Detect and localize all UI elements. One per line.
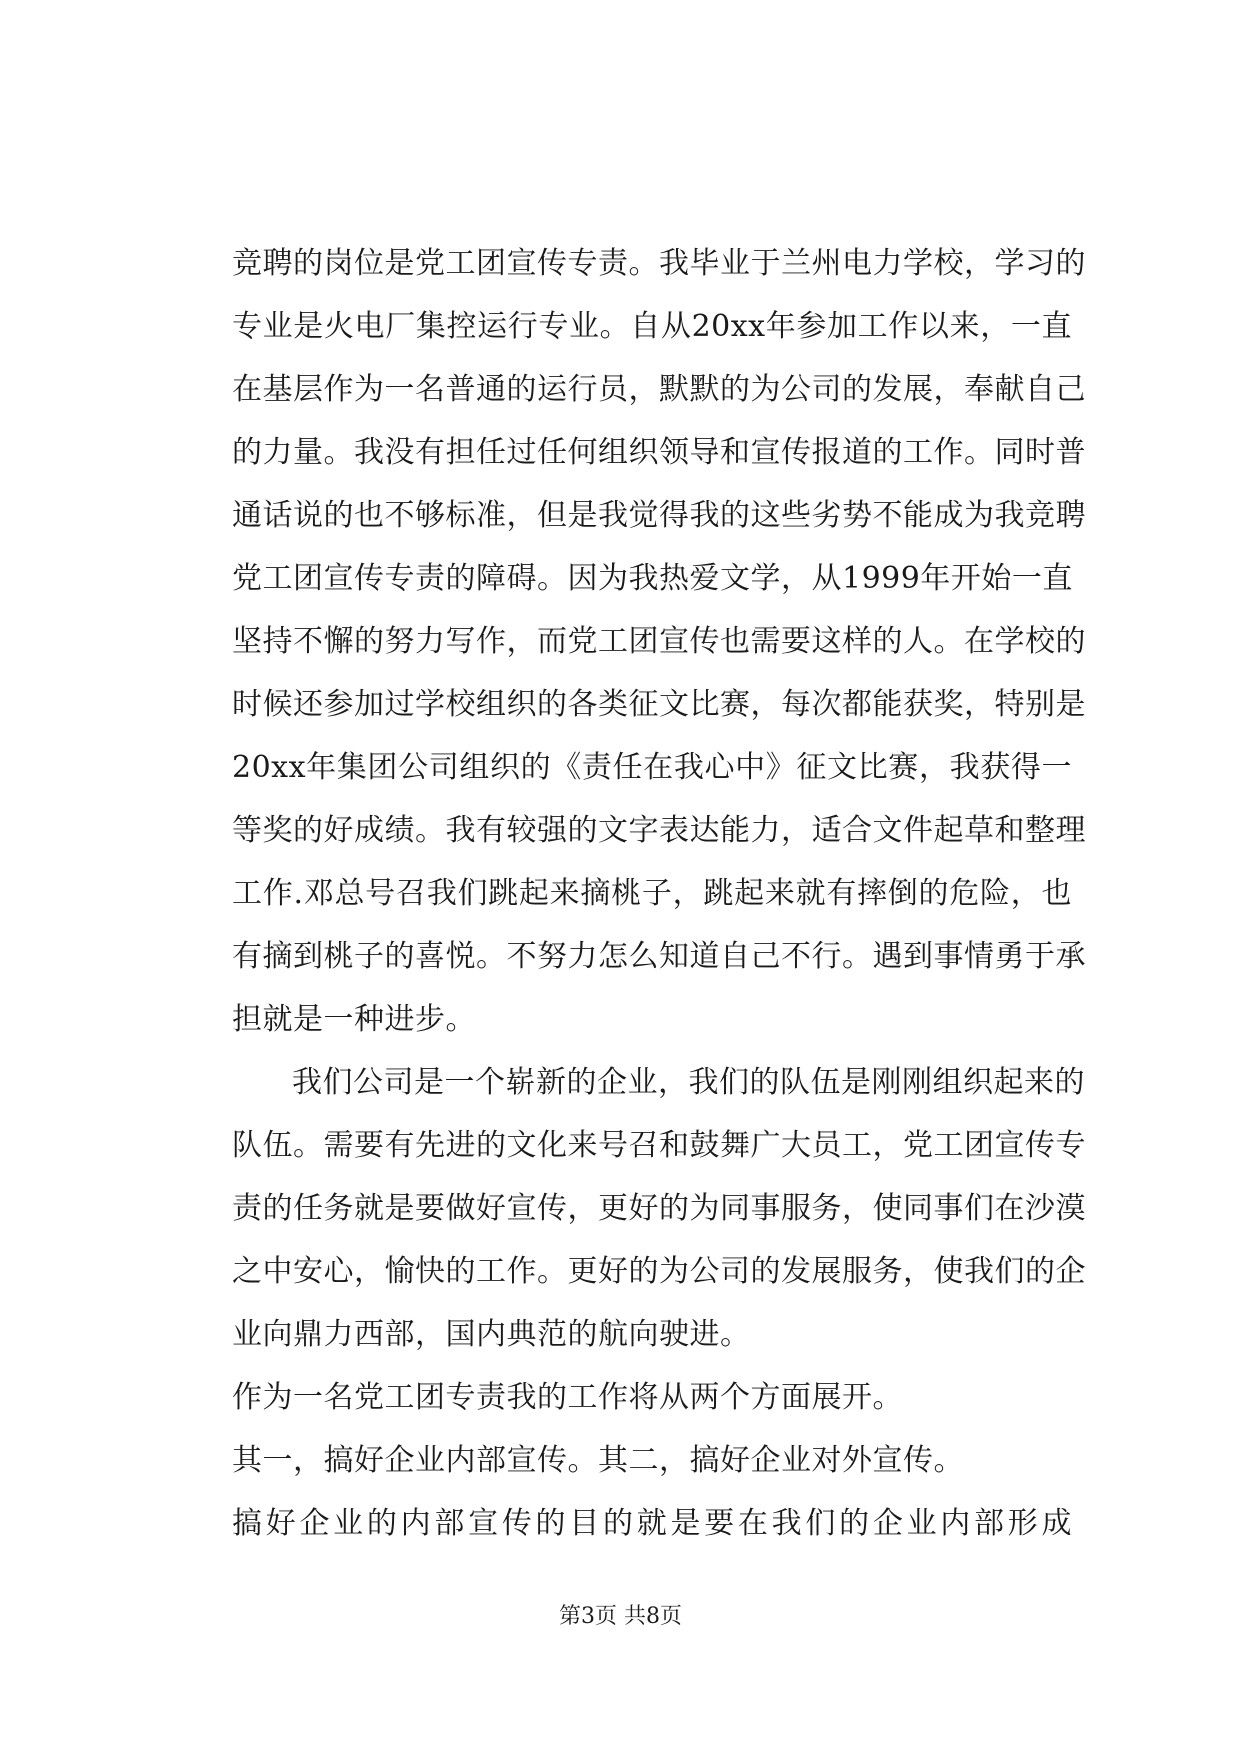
text-line: 业向鼎力西部，国内典范的航向驶进。 xyxy=(232,1317,751,1352)
text-line: 在基层作为一名普通的运行员，默默的为公司的发展，奉献自己 xyxy=(232,372,1086,407)
text-line: 责的任务就是要做好宣传，更好的为同事服务，使同事们在沙漠 xyxy=(232,1191,1086,1226)
text-line: 竞聘的岗位是党工团宣传专责。我毕业于兰州电力学校，学习的 xyxy=(232,246,1086,281)
text-line: 时候还参加过学校组织的各类征文比赛，每次都能获奖，特别是 xyxy=(232,687,1086,722)
text-line: 专业是火电厂集控运行专业。自从20xx年参加工作以来，一直 xyxy=(232,309,1072,344)
text-line: 作为一名党工团专责我的工作将从两个方面展开。 xyxy=(232,1380,903,1415)
text-line: 搞好企业的内部宣传的目的就是要在我们的企业内部形成 xyxy=(232,1506,1072,1541)
text-line: 队伍。需要有先进的文化来号召和鼓舞广大员工，党工团宣传专 xyxy=(232,1128,1086,1163)
text-line: 其一，搞好企业内部宣传。其二，搞好企业对外宣传。 xyxy=(232,1443,964,1478)
body-text xyxy=(232,232,1086,1555)
text-line: 工作.邓总号召我们跳起来摘桃子，跳起来就有摔倒的危险，也 xyxy=(232,876,1072,911)
page-number-footer: 第3页 共8页 xyxy=(559,1604,682,1629)
text-line: 20xx年集团公司组织的《责任在我心中》征文比赛，我获得一 xyxy=(232,750,1072,785)
text-line: 我们公司是一个崭新的企业，我们的队伍是刚刚组织起来的 xyxy=(292,1065,1085,1100)
text-line: 等奖的好成绩。我有较强的文字表达能力，适合文件起草和整理 xyxy=(232,813,1086,848)
text-line: 之中安心，愉快的工作。更好的为公司的发展服务，使我们的企 xyxy=(232,1254,1086,1289)
text-line: 的力量。我没有担任过任何组织领导和宣传报道的工作。同时普 xyxy=(232,435,1086,470)
text-line: 担就是一种进步。 xyxy=(232,1002,476,1037)
text-line: 坚持不懈的努力写作，而党工团宣传也需要这样的人。在学校的 xyxy=(232,624,1086,659)
text-line: 党工团宣传专责的障碍。因为我热爱文学，从1999年开始一直 xyxy=(232,561,1073,596)
text-line: 通话说的也不够标准，但是我觉得我的这些劣势不能成为我竞聘 xyxy=(232,498,1086,533)
text-line: 有摘到桃子的喜悦。不努力怎么知道自己不行。遇到事情勇于承 xyxy=(232,939,1086,974)
